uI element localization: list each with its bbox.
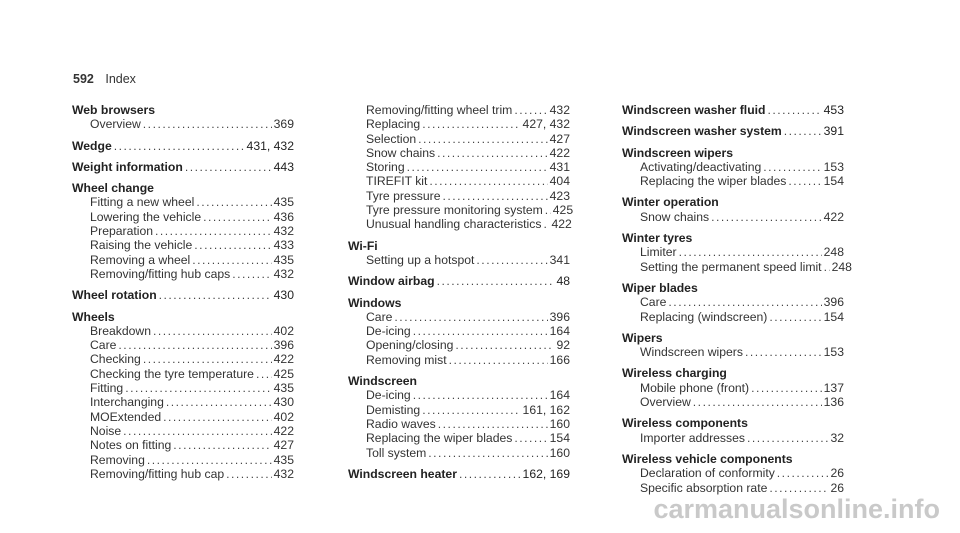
index-entry-heading [348,239,570,253]
index-subentry [622,345,844,359]
subentry-label: Windscreen wipers [640,345,743,360]
index-subentry [622,295,844,309]
subentry-label: Declaration of conformity [640,466,775,481]
index-entry-heading [622,103,844,117]
subentry-label: Notes on fitting [90,438,172,453]
page-reference: 436 [273,209,294,224]
dot-leader [824,260,830,274]
index-subentry [622,431,844,445]
subentry-label: Importer addresses [640,430,745,445]
page-reference: 160 [549,445,570,460]
entry-title: Windscreen [348,374,417,389]
entry-title: Windows [348,295,402,310]
dot-leader [422,117,520,131]
index-subentry [348,310,570,324]
subentry-label: Overview [640,395,691,410]
page-reference: 160 [549,416,570,431]
page-reference: 425 [552,203,574,218]
dot-leader [256,367,272,381]
index-subentry [622,160,844,174]
index-subentry [72,324,294,338]
page-reference: 422 [823,209,844,224]
index-entry-heading [72,160,294,174]
index-entry [348,467,570,481]
entry-title: Winter tyres [622,231,693,246]
index-entry [72,310,294,482]
index-entry [622,331,844,360]
dot-leader [196,195,271,209]
subentry-label: De-icing [366,324,411,339]
subentry-label: Overview [90,117,141,132]
subentry-label: Fitting a new wheel [90,195,195,210]
dot-leader [745,345,822,359]
index-subentry [72,117,294,131]
page-reference: 396 [273,338,294,353]
dot-leader [125,381,271,395]
index-subentry [72,438,294,452]
page-reference: 369 [273,117,294,132]
index-subentry [72,410,294,424]
dot-leader [232,267,271,281]
subentry-label: Replacing the wiper blades [640,174,787,189]
page-reference: 391 [823,124,844,139]
index-entry-heading [622,366,844,380]
page-header [73,72,136,86]
index-subentry [72,238,294,252]
index-subentry [622,381,844,395]
index-entry-heading [348,467,570,481]
watermark: carmanualsonline.info [653,494,940,524]
entry-title: Wheel change [72,181,154,196]
dot-leader [777,466,829,480]
index-entry-heading [622,146,844,160]
section-title: Index [105,72,136,86]
dot-leader [153,324,272,338]
dot-leader [769,310,821,324]
dot-leader [711,210,822,224]
page-reference: 431, 432 [246,138,294,153]
subentry-label: Raising the vehicle [90,238,193,253]
subentry-label: Storing [366,160,405,175]
subentry-label: Removing mist [366,352,447,367]
subentry-label: Specific absorption rate [640,480,768,495]
index-column-3 [622,103,852,502]
page-reference: 92 [556,338,570,353]
subentry-label: Checking the tyre temperature [90,366,254,381]
subentry-label: Setting the permanent speed limit [640,259,822,274]
index-entry-heading [72,139,294,153]
dot-leader [476,253,547,267]
dot-leader [769,481,828,495]
dot-leader [173,438,271,452]
subentry-label: Removing/fitting wheel trim [366,103,513,117]
page-reference: 136 [823,395,844,410]
page-reference: 166 [549,352,570,367]
index-entry-heading [72,181,294,195]
page-reference: 162, 169 [522,466,570,481]
entry-title: Wipers [622,330,663,345]
subentry-label: Setting up a hotspot [366,252,475,267]
index-entry [622,366,844,409]
index-subentry [72,352,294,366]
entry-title: Weight information [72,159,183,174]
dot-leader [185,160,272,174]
index-subentry [622,310,844,324]
dot-leader [413,324,548,338]
subentry-label: Replacing (windscreen) [640,309,768,324]
index-entry-heading [622,452,844,466]
page-reference: 404 [549,174,570,189]
page-reference: 422 [273,352,294,367]
subentry-label: Removing/fitting hub caps [90,266,231,281]
index-subentry [72,424,294,438]
dot-leader [194,238,271,252]
index-entry-heading [622,416,844,430]
dot-leader [143,117,272,131]
dot-leader [514,431,547,445]
subentry-label: Lowering the vehicle [90,209,202,224]
page-reference: 425 [273,366,294,381]
index-entry [348,374,570,460]
index-subentry [72,253,294,267]
page-reference: 164 [549,388,570,403]
entry-title: Winter operation [622,195,719,210]
dot-leader [147,453,272,467]
index-subentry [348,253,570,267]
subentry-label: Replacing the wiper blades [366,431,513,446]
index-entry-heading [348,296,570,310]
dot-leader [192,253,271,267]
index-subentry [622,259,852,274]
page-reference: 396 [549,309,570,324]
page-reference: 26 [830,466,844,481]
index-entry [72,181,294,281]
index-entry-heading [72,310,294,324]
page-reference: 432 [273,466,294,481]
subentry-label: Removing/fitting hub cap [90,466,225,481]
entry-title: Windscreen washer system [622,124,782,139]
page-reference: 248 [823,245,844,260]
index-entry [622,231,852,274]
index-subentry [72,224,294,238]
subentry-label: Opening/closing [366,338,454,353]
index-subentry [622,174,844,188]
index-subentry [348,132,570,146]
index-subentry [72,267,294,281]
dot-leader [449,353,548,367]
subentry-label: Breakdown [90,323,151,338]
index-subentry [72,367,294,381]
index-subentry [348,417,570,431]
page-reference: 32 [830,430,844,445]
dot-leader [751,381,822,395]
page-reference: 432 [273,266,294,281]
dot-leader [693,395,822,409]
page-number: 592 [73,72,94,86]
index-entry [348,274,570,288]
dot-leader [784,124,822,138]
subentry-label: Noise [90,423,122,438]
subentry-label: Tyre pressure monitoring system [366,203,543,218]
dot-leader [788,174,821,188]
index-entry [622,416,844,445]
index-subentry [348,174,570,188]
entry-title: Wheel rotation [72,288,157,303]
index-subentry [348,403,570,417]
subentry-label: Interchanging [90,395,164,410]
page-reference: 396 [823,295,844,310]
index-entry [622,124,844,138]
dot-leader [428,446,547,460]
page-reference: 248 [831,259,852,274]
page-reference: 427 [273,438,294,453]
page-reference: 435 [273,252,294,267]
entry-title: Wi-Fi [348,238,378,253]
index-subentry [622,481,844,495]
dot-leader [668,295,821,309]
subentry-label: Unusual handling characteristics [366,217,542,232]
dot-leader [747,431,828,445]
index-entry-heading [72,288,294,302]
index-subentry [348,388,570,402]
dot-leader [514,103,547,117]
dot-leader [413,388,548,402]
entry-title: Wireless charging [622,366,727,381]
index-column-2 [348,103,574,488]
index-subentry [348,189,570,203]
dot-leader [166,395,272,409]
subentry-label: Tyre pressure [366,188,441,203]
page-reference: 435 [273,195,294,210]
dot-leader [155,224,272,238]
dot-leader [118,338,271,352]
page-reference: 422 [273,423,294,438]
subentry-label: Care [90,338,117,353]
index-entry [348,103,574,232]
dot-leader [226,467,272,481]
subentry-label: Checking [90,352,141,367]
subentry-label: Mobile phone (front) [640,380,750,395]
subentry-label: Activating/deactivating [640,159,762,174]
entry-title: Wiper blades [622,280,698,295]
subentry-label: Snow chains [366,145,436,160]
page-reference: 26 [830,480,844,495]
index-entry-heading [72,103,294,117]
page-reference: 154 [823,309,844,324]
page-reference: 422 [549,145,570,160]
index-subentry [348,338,570,352]
index-entry [348,296,570,367]
entry-title: Windscreen heater [348,466,457,481]
dot-leader [429,174,547,188]
subentry-label: Demisting [366,402,421,417]
page-reference: 161, 162 [522,402,570,417]
index-column-1 [72,103,294,488]
page-reference: 435 [273,452,294,467]
index-subentry [72,338,294,352]
index-subentry [622,466,844,480]
index-entry [622,103,844,117]
dot-leader [394,310,547,324]
dot-leader [123,424,271,438]
entry-title: Windscreen washer fluid [622,103,766,117]
index-entry-heading [622,231,844,245]
index-entry [348,239,570,268]
subentry-label: Snow chains [640,209,710,224]
page-reference: 435 [273,381,294,396]
index-subentry [72,195,294,209]
index-subentry [622,395,844,409]
dot-leader [163,410,272,424]
index-entry-heading [622,195,844,209]
page-reference: 153 [823,345,844,360]
page-reference: 154 [549,431,570,446]
page-reference: 422 [551,217,572,232]
subentry-label: Removing [90,452,145,467]
page-reference: 433 [273,238,294,253]
index-entry-heading [348,274,570,288]
subentry-label: Replacing [366,117,421,132]
subentry-label: Limiter [640,245,677,260]
index-subentry [348,117,570,131]
index-subentry [72,210,294,224]
page-reference: 443 [273,159,294,174]
dot-leader [545,203,551,217]
page-reference: 154 [823,174,844,189]
dot-leader [679,245,822,259]
index-entry [72,160,294,174]
index-entry [622,195,844,224]
subentry-label: Toll system [366,445,427,460]
dot-leader [767,103,821,117]
index-entry [622,146,844,189]
index-subentry [72,381,294,395]
subentry-label: Care [640,295,667,310]
dot-leader [543,217,549,231]
page-reference: 427 [549,131,570,146]
index-subentry [348,324,570,338]
entry-title: Wedge [72,138,112,153]
dot-leader [418,132,548,146]
index-subentry [72,467,294,481]
page-reference: 153 [823,159,844,174]
page-reference: 430 [273,395,294,410]
entry-title: Windscreen wipers [622,145,733,160]
index-subentry [348,431,570,445]
dot-leader [763,160,821,174]
entry-title: Wireless components [622,416,748,431]
dot-leader [114,139,245,153]
index-subentry [348,103,570,117]
page-reference: 402 [273,409,294,424]
index-subentry [72,395,294,409]
page-reference: 432 [549,103,570,117]
subentry-label: MOExtended [90,409,162,424]
index-entry [622,452,844,495]
page-reference: 430 [273,288,294,303]
dot-leader [437,274,555,288]
subentry-label: De-icing [366,388,411,403]
subentry-label: Selection [366,131,417,146]
page-reference: 423 [549,188,570,203]
entry-title: Wheels [72,309,115,324]
index-subentry [348,203,574,218]
index-entry [72,288,294,302]
page-reference: 427, 432 [522,117,570,132]
index-entry-heading [622,281,844,295]
page-reference: 164 [549,324,570,339]
page-reference: 137 [823,380,844,395]
dot-leader [422,403,520,417]
page-reference: 341 [549,252,570,267]
index-entry [72,139,294,153]
index-subentry [348,353,570,367]
dot-leader [159,288,272,302]
index-subentry [622,245,844,259]
subentry-label: Preparation [90,224,154,239]
entry-title: Wireless vehicle components [622,451,793,466]
dot-leader [143,352,272,366]
page-reference: 432 [273,224,294,239]
dot-leader [455,338,554,352]
page-reference: 402 [273,323,294,338]
index-subentry [622,210,844,224]
dot-leader [437,146,548,160]
index-subentry [348,217,570,231]
page-reference: 48 [556,274,570,289]
dot-leader [203,210,272,224]
subentry-label: Removing a wheel [90,252,191,267]
dot-leader [459,467,521,481]
index-entry-heading [622,331,844,345]
subentry-label: Care [366,309,393,324]
index-entry [622,281,844,324]
index-subentry [348,446,570,460]
index-subentry [72,453,294,467]
subentry-label: Radio waves [366,416,436,431]
dot-leader [443,189,548,203]
dot-leader [438,417,548,431]
subentry-label: Fitting [90,381,124,396]
entry-title: Window airbag [348,274,435,289]
index-subentry [348,160,570,174]
page-reference: 453 [823,103,844,117]
dot-leader [407,160,548,174]
subentry-label: TIREFIT kit [366,174,428,189]
entry-title: Web browsers [72,103,156,117]
index-entry [72,103,294,132]
index-entry-heading [622,124,844,138]
page-reference: 431 [549,160,570,175]
index-entry-heading [348,374,570,388]
index-subentry [348,146,570,160]
